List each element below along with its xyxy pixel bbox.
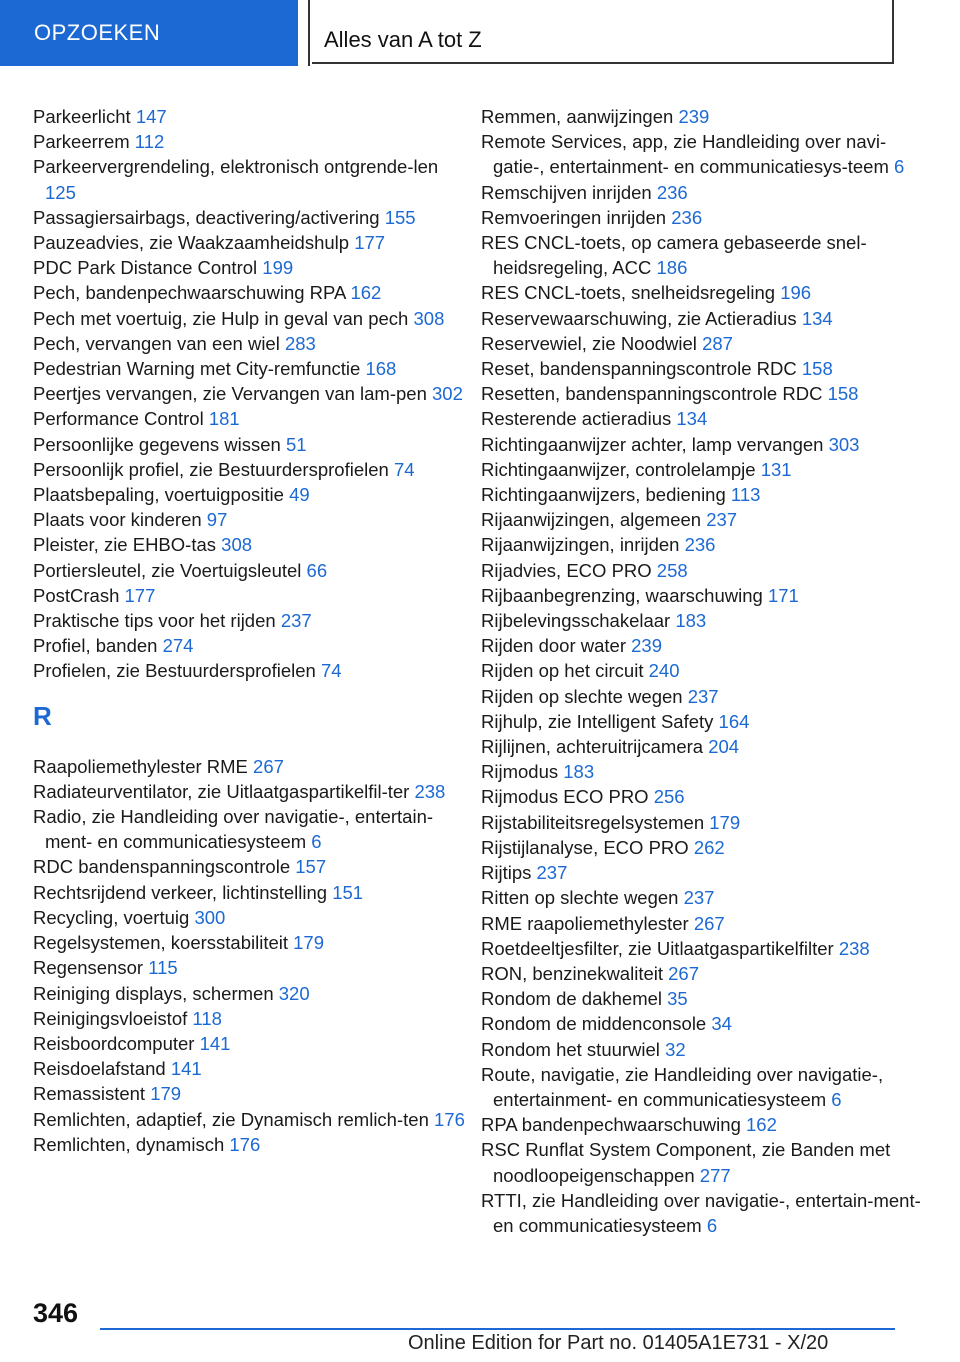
index-entry — [33, 754, 473, 779]
entry-text: Ritten op slechte wegen — [481, 887, 679, 909]
entry-text: Radio, zie Handleiding over navigatie-, entertain‐ment- en communicatiesysteem — [33, 806, 434, 853]
entry-text: Rondom de dakhemel — [481, 988, 662, 1010]
footer-divider — [100, 1328, 895, 1330]
index-entry — [481, 280, 931, 305]
index-column-left — [33, 104, 473, 1157]
page-link[interactable]: 308 — [221, 534, 253, 556]
index-entry — [481, 532, 931, 557]
page-link[interactable]: 277 — [699, 1164, 731, 1186]
index-entry — [33, 306, 473, 331]
index-entry — [33, 658, 473, 683]
edition-note: Online Edition for Part no. 01405A1E731 - X/20 — [408, 1332, 829, 1354]
index-entry — [33, 381, 473, 406]
entry-text: Pedestrian Warning met City-remfunctie — [33, 358, 361, 380]
page-link[interactable]: 236 — [684, 534, 716, 556]
index-entry — [33, 558, 473, 583]
index-entry — [33, 1107, 473, 1132]
page-link[interactable]: 74 — [320, 660, 342, 682]
index-entry — [33, 154, 473, 204]
index-entry — [33, 804, 473, 854]
entry-text: Portiersleutel, zie Voertuigsleutel — [33, 559, 302, 581]
entry-text: Route, navigatie, zie Handleiding over navigatie-, entertainment- en communicatiesysteem — [481, 1063, 884, 1110]
page-link[interactable]: 183 — [563, 761, 595, 783]
index-entry — [33, 583, 473, 608]
page-link[interactable]: 267 — [668, 962, 700, 984]
page-link[interactable]: 274 — [162, 635, 194, 657]
entry-text: Plaatsbepaling, voertuigpositie — [33, 484, 284, 506]
entry-text: Rijhulp, zie Intelligent Safety — [481, 710, 714, 732]
index-entry — [33, 905, 473, 930]
entry-text: Richtingaanwijzer achter, lamp vervangen — [481, 433, 824, 455]
page-link[interactable]: 158 — [827, 383, 859, 405]
index-entry — [33, 608, 473, 633]
entry-text: Performance Control — [33, 408, 204, 430]
index-entry — [33, 406, 473, 431]
entry-text: RES CNCL-toets, snelheidsregeling — [481, 282, 776, 304]
page-link[interactable]: 51 — [285, 433, 307, 455]
page-link[interactable]: 237 — [280, 610, 312, 632]
entry-text: RDC bandenspanningscontrole — [33, 856, 291, 878]
index-list-p — [33, 104, 473, 684]
entry-text: Parkeerrem — [33, 131, 130, 153]
entry-text: Reservewaarschuwing, zie Actieradius — [481, 307, 797, 329]
page-link[interactable]: 158 — [801, 358, 833, 380]
index-entry — [33, 981, 473, 1006]
page-link[interactable]: 162 — [350, 282, 382, 304]
index-entry — [481, 104, 931, 129]
index-entry — [481, 658, 931, 683]
page-link[interactable]: 179 — [150, 1083, 182, 1105]
index-entry — [481, 331, 931, 356]
page-link[interactable]: 155 — [384, 206, 416, 228]
entry-text: Raapoliemethylester RME — [33, 755, 248, 777]
page-link[interactable]: 97 — [206, 509, 228, 531]
index-entry — [481, 810, 931, 835]
index-entry — [481, 1037, 931, 1062]
entry-text: Regelsystemen, koersstabiliteit — [33, 932, 288, 954]
entry-text: Plaats voor kinderen — [33, 509, 202, 531]
index-entry — [481, 860, 931, 885]
index-entry — [33, 955, 473, 980]
entry-text: Roetdeeltjesfilter, zie Uitlaatgaspartikelfilter — [481, 937, 834, 959]
index-entry — [481, 1188, 931, 1238]
index-entry — [33, 1031, 473, 1056]
entry-text: Rijden door water — [481, 635, 626, 657]
page-link[interactable]: 239 — [678, 106, 710, 127]
entry-text: RTTI, zie Handleiding over navigatie-, entertain‐ment- en communicatiesysteem — [481, 1189, 921, 1236]
index-entry — [33, 432, 473, 457]
entry-text: Pauzeadvies, zie Waakzaamheidshulp — [33, 232, 350, 254]
index-entry — [481, 911, 931, 936]
entry-text: Rijmodus ECO PRO — [481, 786, 649, 808]
index-entry — [33, 104, 473, 129]
entry-text: RES CNCL-toets, op camera gebaseerde snel‐heidsregeling, ACC — [481, 232, 867, 279]
page-link[interactable]: 179 — [709, 811, 741, 833]
index-entry — [33, 532, 473, 557]
header-divider — [308, 0, 310, 66]
index-entry — [481, 306, 931, 331]
entry-text: PDC Park Distance Control — [33, 257, 258, 279]
index-entry — [481, 759, 931, 784]
entry-text: Recycling, voertuig — [33, 906, 190, 928]
entry-text: Rondom de middenconsole — [481, 1013, 707, 1035]
entry-text: Rijbaanbegrenzing, waarschuwing — [481, 584, 763, 606]
index-entry — [33, 356, 473, 381]
entry-text: Rijstijlanalyse, ECO PRO — [481, 836, 689, 858]
entry-text: Rijstabiliteitsregelsystemen — [481, 811, 705, 833]
page-link[interactable]: 256 — [653, 786, 685, 808]
index-entry — [481, 961, 931, 986]
page-link[interactable]: 287 — [702, 332, 733, 354]
index-entry — [33, 1056, 473, 1081]
page-link[interactable]: 181 — [208, 408, 240, 430]
entry-text: Rijden op slechte wegen — [481, 685, 683, 707]
page-link[interactable]: 177 — [124, 584, 156, 606]
page-link[interactable]: 6 — [894, 156, 905, 178]
entry-text: Remschijven inrijden — [481, 181, 652, 203]
index-entry — [481, 936, 931, 961]
page-link[interactable]: 35 — [667, 988, 688, 1010]
entry-text: Pech met voertuig, zie Hulp in geval van pech — [33, 307, 409, 329]
index-entry — [481, 1011, 931, 1036]
page-link[interactable]: 168 — [365, 358, 397, 380]
entry-text: Rijaanwijzingen, inrijden — [481, 534, 680, 556]
entry-text: Pech, bandenpechwaarschuwing RPA — [33, 282, 346, 304]
index-entry — [481, 432, 931, 457]
index-entry — [481, 583, 931, 608]
page-number: 346 — [33, 1298, 79, 1328]
page-link[interactable]: 131 — [760, 458, 792, 480]
page-link[interactable]: 237 — [706, 509, 738, 531]
entry-text: Profiel, banden — [33, 635, 158, 657]
index-entry — [481, 734, 931, 759]
index-entry — [33, 482, 473, 507]
page-link[interactable]: 237 — [687, 685, 719, 707]
page-link[interactable]: 6 — [706, 1214, 718, 1236]
entry-text: Resetten, bandenspanningscontrole RDC — [481, 383, 823, 405]
page-link[interactable]: 236 — [656, 181, 688, 203]
page-link[interactable]: 204 — [708, 736, 740, 758]
index-entry — [481, 482, 931, 507]
entry-text: Reisboordcomputer — [33, 1032, 195, 1054]
page-link[interactable]: 239 — [631, 635, 663, 657]
page-link[interactable]: 157 — [295, 856, 327, 878]
page-link[interactable]: 134 — [801, 307, 833, 329]
page-link[interactable]: 164 — [718, 710, 750, 732]
index-entry — [481, 885, 931, 910]
page-link[interactable]: 177 — [354, 232, 386, 254]
index-entry — [33, 230, 473, 255]
entry-text: RME raapoliemethylester — [481, 912, 689, 934]
entry-text: Persoonlijke gegevens wissen — [33, 433, 281, 455]
index-entry — [481, 129, 931, 179]
index-list-r-continued — [481, 104, 931, 1238]
page-link[interactable]: 267 — [693, 912, 725, 934]
index-entry — [33, 280, 473, 305]
section-tab[interactable]: OPZOEKEN — [0, 0, 298, 66]
index-entry — [481, 381, 931, 406]
page-link[interactable]: 49 — [289, 484, 310, 506]
index-entry — [33, 633, 473, 658]
entry-text: Regensensor — [33, 957, 144, 979]
entry-text: Reinigingsvloeistof — [33, 1007, 188, 1029]
index-entry — [481, 1062, 931, 1112]
section-letter: R — [33, 700, 52, 731]
page-link[interactable]: 320 — [278, 982, 310, 1004]
page-link[interactable]: 199 — [262, 257, 294, 279]
entry-text: Resterende actieradius — [481, 408, 672, 430]
index-entry — [481, 633, 931, 658]
entry-text: RON, benzinekwaliteit — [481, 962, 663, 984]
page-link[interactable]: 303 — [828, 433, 860, 455]
page-link[interactable]: 32 — [665, 1038, 686, 1060]
page-link[interactable]: 237 — [683, 887, 715, 909]
page-link[interactable]: 118 — [192, 1007, 222, 1029]
entry-text: Rijbelevingsschakelaar — [481, 610, 671, 632]
entry-text: Rijadvies, ECO PRO — [481, 559, 652, 581]
entry-text: PostCrash — [33, 584, 120, 606]
entry-text: RSC Runflat System Component, zie Banden met noodloopeigenschappen — [481, 1139, 891, 1186]
entry-text: Remassistent — [33, 1083, 146, 1105]
page-header — [0, 0, 960, 66]
index-entry — [481, 1112, 931, 1137]
index-entry — [33, 457, 473, 482]
page-link[interactable]: 262 — [693, 836, 725, 858]
page-link[interactable]: 283 — [284, 332, 316, 354]
page-link[interactable]: 267 — [253, 755, 284, 777]
index-entry — [33, 779, 473, 804]
page-link[interactable]: 236 — [671, 206, 703, 228]
entry-text: Rijlijnen, achteruitrijcamera — [481, 736, 704, 758]
index-entry — [481, 1137, 931, 1187]
entry-text: Persoonlijk profiel, zie Bestuurdersprofielen — [33, 458, 389, 480]
index-entry — [481, 608, 931, 633]
page-link[interactable]: 308 — [413, 307, 445, 329]
page-link[interactable]: 141 — [170, 1058, 202, 1080]
entry-text: Remmen, aanwijzingen — [481, 106, 674, 127]
page-link[interactable]: 183 — [675, 610, 707, 632]
page-link[interactable]: 125 — [45, 181, 76, 203]
entry-text: Remvoeringen inrijden — [481, 206, 667, 228]
page-link[interactable]: 66 — [306, 559, 328, 581]
entry-text: Passagiersairbags, deactivering/activering — [33, 206, 380, 228]
entry-text: Reset, bandenspanningscontrole RDC — [481, 358, 797, 380]
index-entry — [33, 331, 473, 356]
page-link[interactable]: 196 — [780, 282, 812, 304]
index-entry — [481, 558, 931, 583]
index-list-r — [33, 754, 473, 1157]
page-link[interactable]: 147 — [135, 106, 167, 127]
page-link[interactable]: 113 — [730, 484, 761, 506]
index-entry — [33, 854, 473, 879]
entry-text: Richtingaanwijzer, controlelampje — [481, 458, 756, 480]
page-link[interactable]: 151 — [332, 881, 364, 903]
page-link[interactable]: 74 — [393, 458, 415, 480]
entry-text: Praktische tips voor het rijden — [33, 610, 276, 632]
index-column-right — [481, 104, 931, 1238]
entry-text: Pech, vervangen van een wiel — [33, 332, 280, 354]
page-link[interactable]: 112 — [134, 131, 165, 153]
entry-text: Rechtsrijdend verkeer, lichtinstelling — [33, 881, 328, 903]
index-entry — [33, 1132, 473, 1157]
entry-text: Richtingaanwijzers, bediening — [481, 484, 726, 506]
entry-text: Profielen, zie Bestuurdersprofielen — [33, 660, 316, 682]
entry-text: Rijmodus — [481, 761, 559, 783]
index-entry — [33, 930, 473, 955]
index-entry — [33, 507, 473, 532]
index-entry — [33, 129, 473, 154]
page-link[interactable]: 134 — [676, 408, 708, 430]
page-link[interactable]: 238 — [414, 780, 446, 802]
entry-text: Pleister, zie EHBO-tas — [33, 534, 217, 556]
entry-text: Reiniging displays, schermen — [33, 982, 274, 1004]
page-link[interactable]: 238 — [838, 937, 870, 959]
entry-text: Remlichten, dynamisch — [33, 1133, 225, 1155]
entry-text: Reisdoelafstand — [33, 1058, 166, 1080]
entry-text: Peertjes vervangen, zie Vervangen van lam‐pen — [33, 383, 427, 405]
page-link[interactable]: 34 — [711, 1013, 732, 1035]
index-entry — [481, 507, 931, 532]
index-entry — [481, 180, 931, 205]
entry-text: Rijtips — [481, 862, 532, 884]
entry-text: Rondom het stuurwiel — [481, 1038, 660, 1060]
page-link[interactable]: 186 — [656, 257, 688, 279]
index-entry — [481, 684, 931, 709]
page-link[interactable]: 162 — [746, 1114, 777, 1136]
index-entry — [481, 356, 931, 381]
page-link[interactable]: 258 — [656, 559, 688, 581]
page-link[interactable]: 176 — [229, 1133, 261, 1155]
index-entry — [33, 1081, 473, 1106]
index-entry — [33, 255, 473, 280]
index-entry — [481, 205, 931, 230]
index-entry — [33, 880, 473, 905]
entry-text: RPA bandenpechwaarschuwing — [481, 1114, 741, 1136]
page-link[interactable]: 237 — [536, 862, 568, 884]
entry-text: Parkeerlicht — [33, 106, 131, 127]
index-entry — [33, 1006, 473, 1031]
entry-text: Rijaanwijzingen, algemeen — [481, 509, 702, 531]
entry-text: Remote Services, app, zie Handleiding over navi‐gatie-, entertainment- en communicatiesys‐teem — [481, 131, 889, 178]
page-title: Alles van A tot Z — [312, 0, 894, 64]
page-link[interactable]: 300 — [194, 906, 226, 928]
page-link[interactable]: 302 — [432, 383, 463, 405]
page-link[interactable]: 115 — [148, 957, 178, 979]
page-link[interactable]: 240 — [648, 660, 680, 682]
entry-text: Radiateurventilator, zie Uitlaatgaspartikelfil‐ter — [33, 780, 410, 802]
index-entry — [481, 835, 931, 860]
index-entry — [481, 457, 931, 482]
entry-text: Rijden op het circuit — [481, 660, 644, 682]
entry-text: Reservewiel, zie Noodwiel — [481, 332, 697, 354]
page-link[interactable]: 141 — [199, 1032, 231, 1054]
page-link[interactable]: 6 — [831, 1088, 842, 1110]
index-entry — [481, 986, 931, 1011]
index-entry — [481, 784, 931, 809]
index-entry — [33, 205, 473, 230]
index-entry — [481, 709, 931, 734]
page-link[interactable]: 171 — [767, 584, 799, 606]
index-entry — [481, 406, 931, 431]
page-link[interactable]: 179 — [293, 932, 325, 954]
page-link[interactable]: 6 — [311, 831, 322, 853]
page-link[interactable]: 176 — [434, 1108, 465, 1130]
index-entry — [481, 230, 931, 280]
entry-text: Parkeervergrendeling, elektronisch ontgrende‐len — [33, 156, 439, 178]
entry-text: Remlichten, adaptief, zie Dynamisch remlich‐ten — [33, 1108, 429, 1130]
